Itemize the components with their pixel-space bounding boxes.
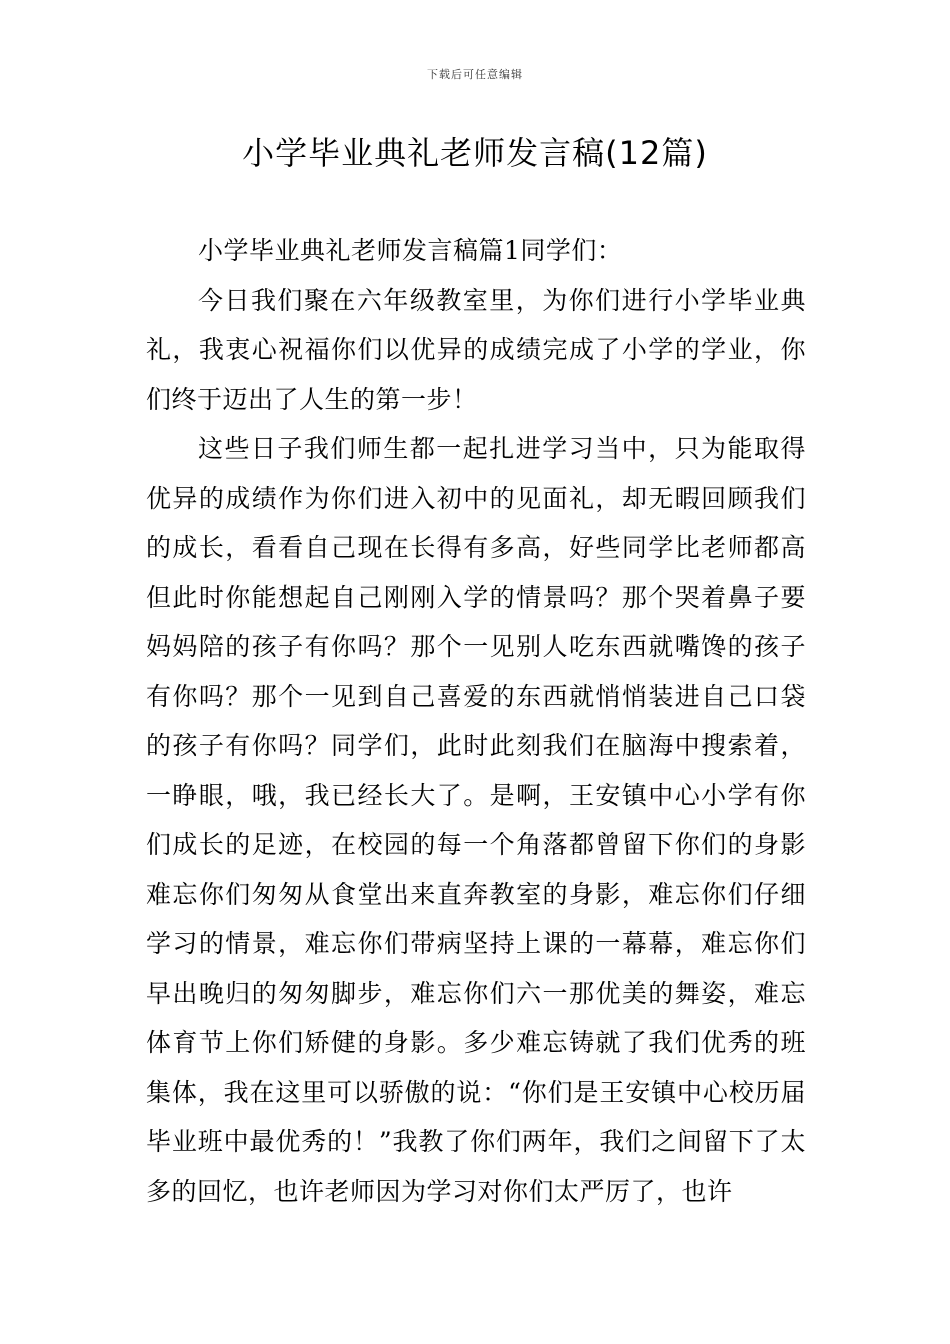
document-body [146, 226, 806, 1216]
paragraph-greeting: 小学毕业典礼老师发言稿篇1同学们： [198, 236, 623, 265]
document-title: 小学毕业典礼老师发言稿(12篇) [242, 134, 708, 172]
paragraph-opening: 今日我们聚在六年级教室里，为你们进行小学毕业典礼，我衷心祝福你们以优异的成绩完成了小学的学业，你们终于迈出了人生的第一步！ [146, 285, 806, 414]
paragraph-memories: 这些日子我们师生都一起扎进学习当中，只为能取得优异的成绩作为你们进入初中的见面礼，却无暇回顾我们的成长，看看自己现在长得有多高，好些同学比老师都高但此时你能想起自己刚刚入学的情景吗？那个哭着鼻子要妈妈陪的孩子有你吗？那个一见别人吃东西就嘴馋的孩子有你吗？那个一见到自己喜爱的东西就悄悄装进自己口袋的孩子有你吗？同学们，此时此刻我们在脑海中搜索着，一睁眼，哦，我已经长大了。是啊，王安镇中心小学有你们成长的足迹，在校园的每一个角落都曾留下你们的身影难忘你们匆匆从食堂出来直奔教室的身影，难忘你们仔细学习的情景，难忘你们带病坚持上课的一幕幕，难忘你们早出晚归的匆匆脚步，难忘你们六一那优美的舞姿，难忘体育节上你们矫健的身影。多少难忘铸就了我们优秀的班集体，我在这里可以骄傲的说：“你们是王安镇中心校历届毕业班中最优秀的！”我教了你们两年，我们之间留下了太多的回忆，也许老师因为学习对你们太严厉了，也许 [146, 434, 806, 1206]
page-header-note: 下载后可任意编辑 [427, 68, 523, 81]
